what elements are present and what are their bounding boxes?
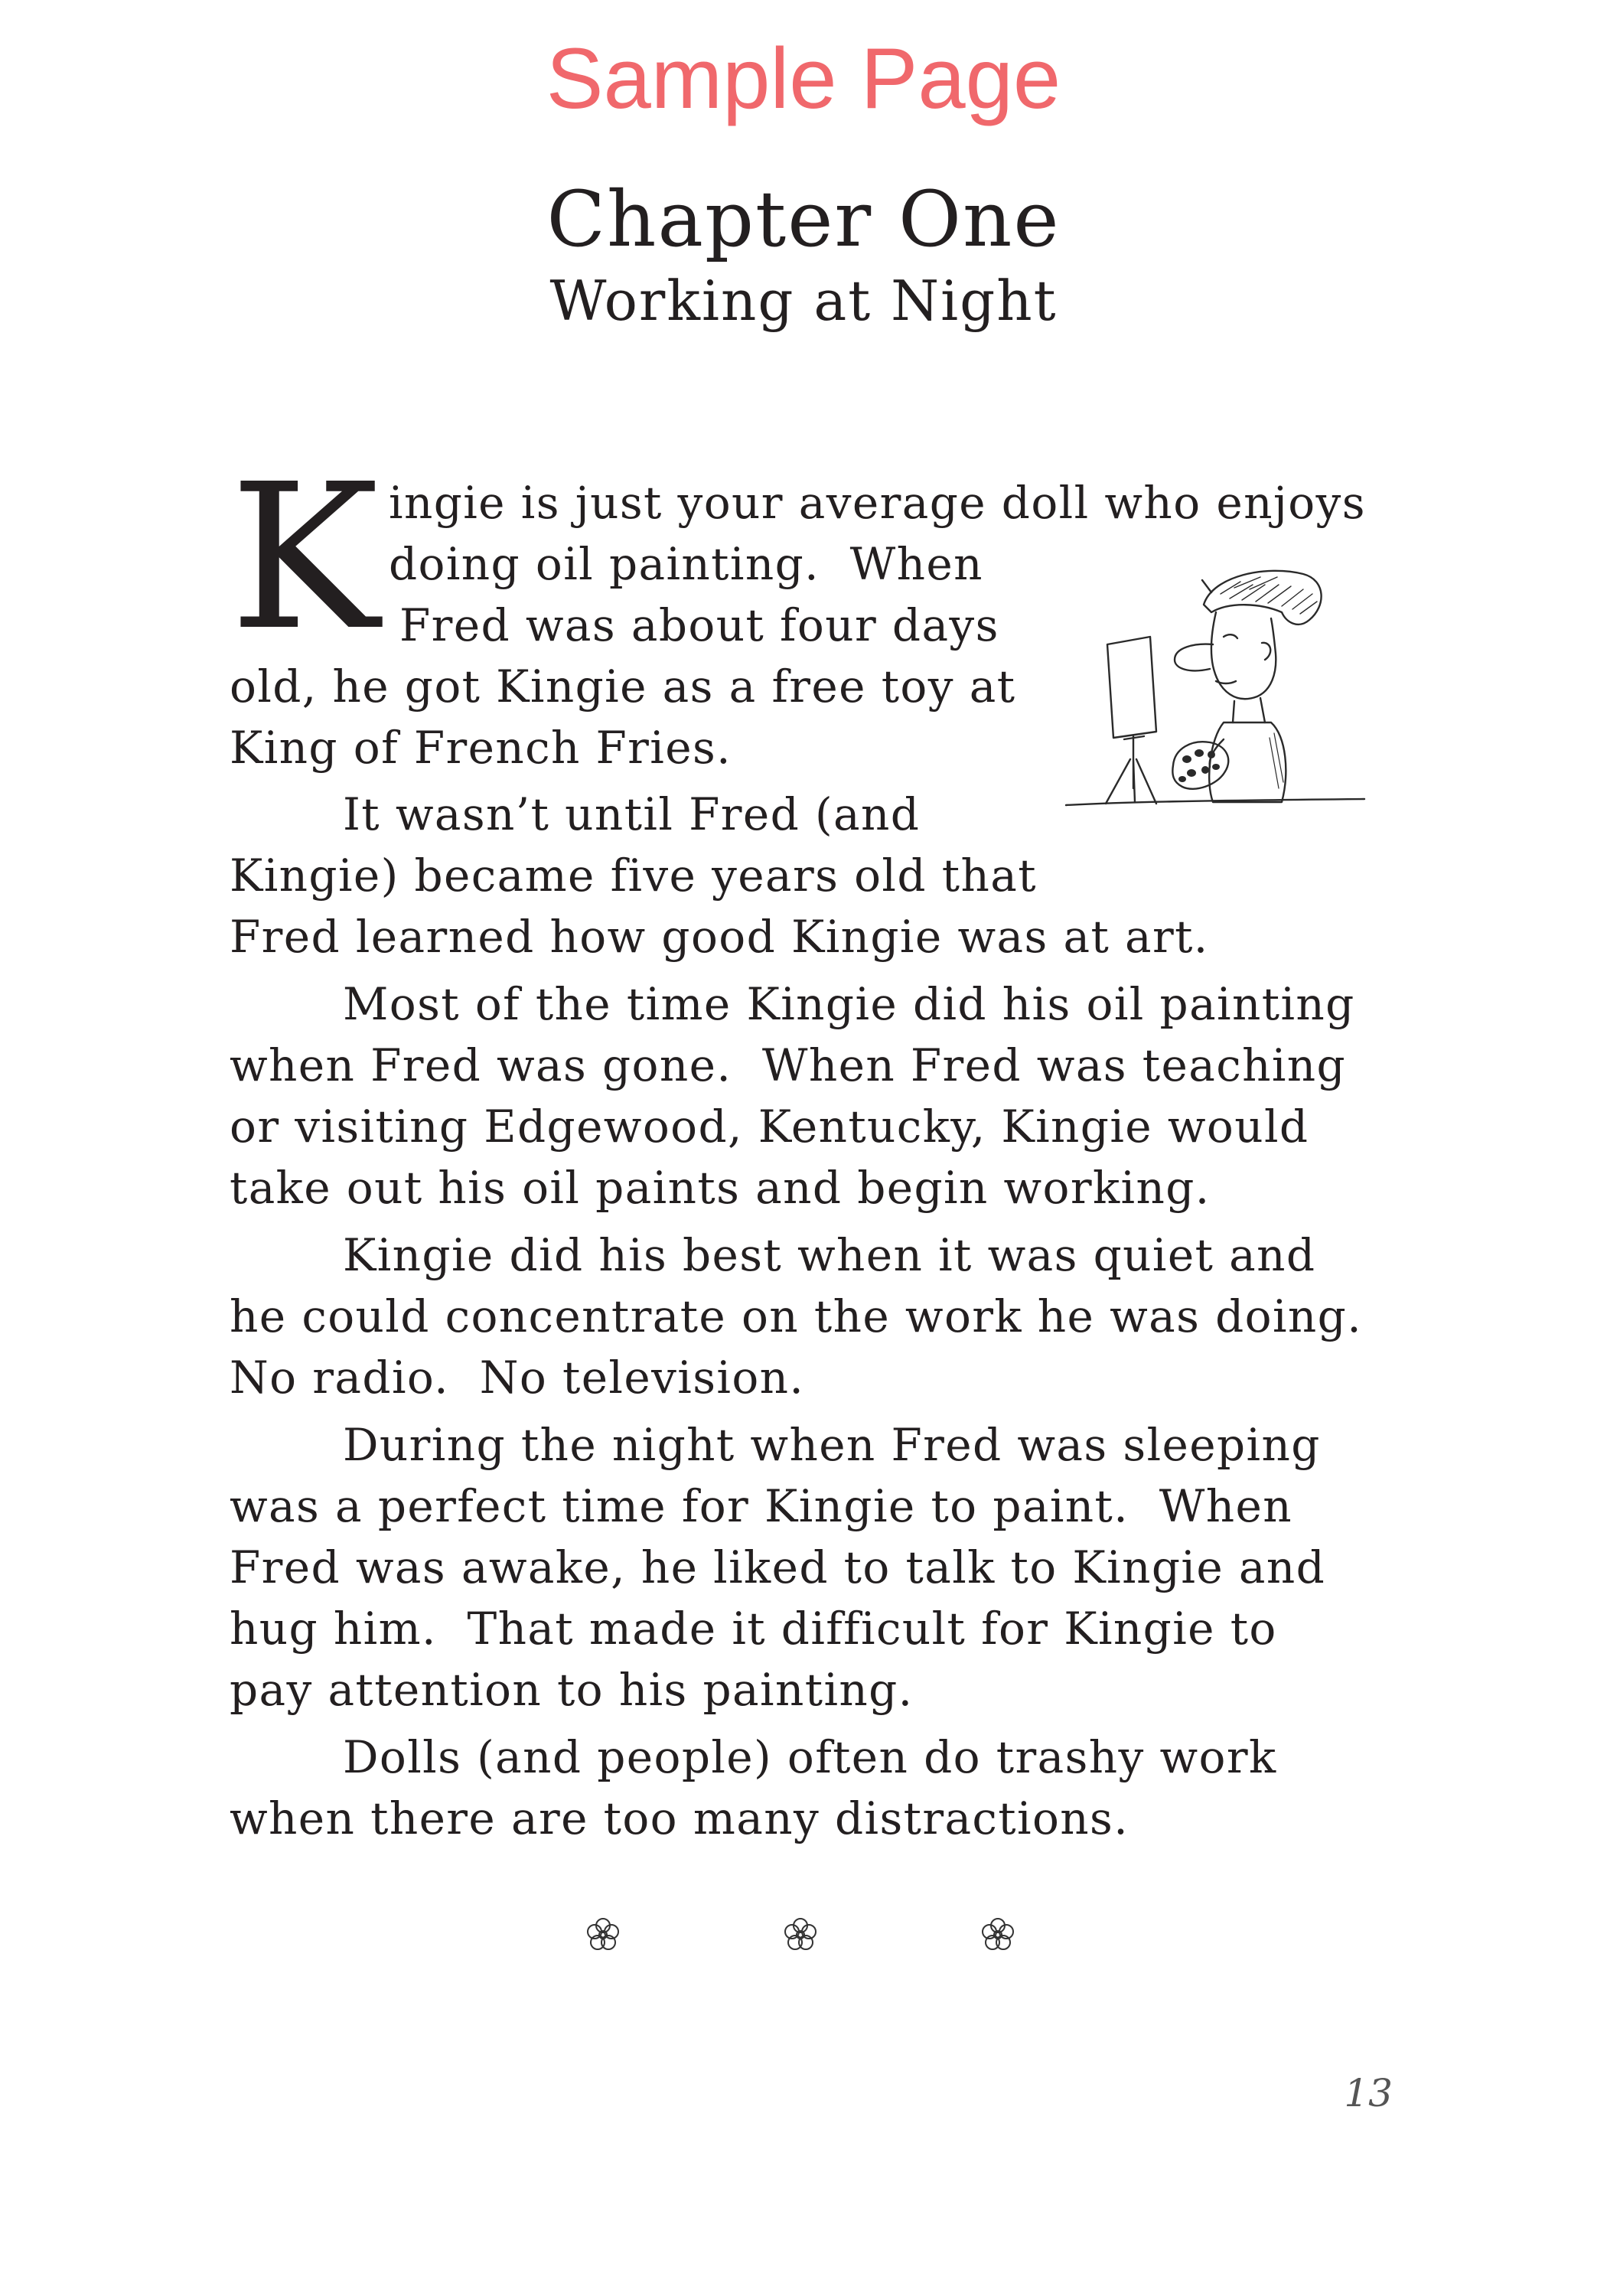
text-line: Fred was about four days bbox=[399, 599, 999, 651]
text-line: doing oil painting. When bbox=[389, 538, 983, 590]
text-line: Kingie) became five years old that bbox=[230, 850, 1037, 902]
text-line: was a perfect time for Kingie to paint. When bbox=[230, 1480, 1293, 1532]
text-line: King of French Fries. bbox=[230, 722, 732, 774]
text-line: or visiting Edgewood, Kentucky, Kingie would bbox=[230, 1101, 1309, 1153]
text-line: It wasn’t until Fred (and bbox=[343, 788, 921, 840]
chapter-subtitle: Working at Night bbox=[549, 269, 1058, 333]
text-line: take out his oil paints and begin working. bbox=[230, 1162, 1211, 1214]
text-line: Fred learned how good Kingie was at art. bbox=[230, 911, 1209, 963]
text-line: During the night when Fred was sleeping bbox=[343, 1419, 1321, 1471]
text-line: he could concentrate on the work he was doing. bbox=[230, 1290, 1363, 1342]
text-line: pay attention to his painting. bbox=[230, 1664, 914, 1716]
section-break-ornaments bbox=[0, 1913, 1607, 1975]
sample-page-watermark: Sample Page bbox=[546, 31, 1061, 126]
chapter-title: Chapter One bbox=[546, 174, 1061, 264]
page-number: 13 bbox=[1344, 2071, 1393, 2115]
flower-ornament-icon bbox=[582, 1913, 624, 1956]
flower-ornament-icon bbox=[779, 1913, 822, 1956]
text-line: Fred was awake, he liked to talk to Kingie and bbox=[230, 1541, 1326, 1593]
text-line: Most of the time Kingie did his oil painting bbox=[343, 978, 1355, 1030]
text-line: Dolls (and people) often do trashy work bbox=[343, 1731, 1277, 1783]
flower-ornament-icon bbox=[976, 1913, 1019, 1956]
drop-cap: K bbox=[230, 441, 380, 674]
text-line: old, he got Kingie as a free toy at bbox=[230, 660, 1016, 713]
text-line: Kingie did his best when it was quiet and bbox=[343, 1229, 1316, 1281]
text-line: when Fred was gone. When Fred was teaching bbox=[230, 1039, 1347, 1091]
text-line: hug him. That made it difficult for Kingie to bbox=[230, 1603, 1277, 1655]
text-line: when there are too many distractions. bbox=[230, 1792, 1129, 1844]
text-line: No radio. No television. bbox=[230, 1352, 805, 1404]
text-line: ingie is just your average doll who enjoys bbox=[389, 477, 1366, 529]
painter-illustration bbox=[1060, 559, 1366, 815]
